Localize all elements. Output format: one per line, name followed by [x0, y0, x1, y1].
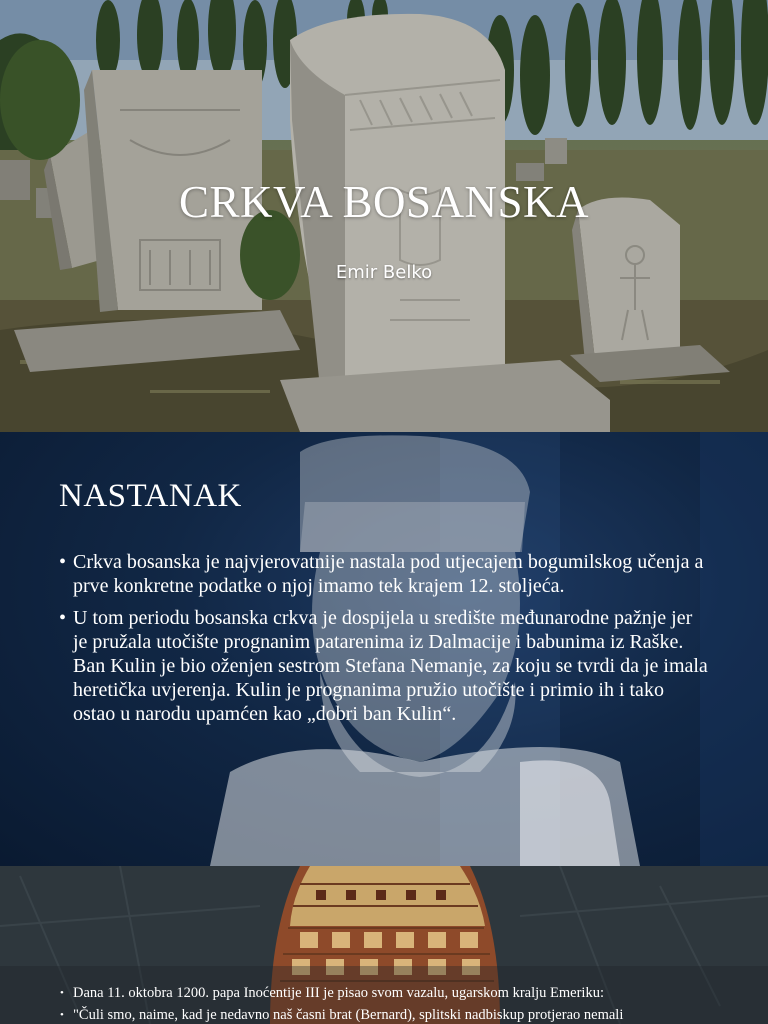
list-item-text: Dana 11. oktobra 1200. papa Inoćentije III je pisao svom vazalu, ugarskom kralju Emeriku:: [73, 985, 604, 1001]
list-item-text: "Čuli smo, naime, kad je nedavno naš časni brat (Bernard), splitski nadbiskup protjerao nemali: [73, 1007, 624, 1023]
list-item: [60, 1004, 720, 1024]
section-heading: NASTANAK: [59, 478, 242, 514]
letter-slide: [0, 866, 768, 1024]
bullet-list: [60, 982, 720, 1024]
bullet-icon: •: [60, 1009, 64, 1021]
bullet-icon: •: [59, 551, 67, 573]
author-name: Emir Belko: [335, 262, 433, 283]
list-item: [59, 550, 709, 598]
bullet-list: [59, 550, 709, 734]
list-item-text: Crkva bosanska je najvjerovatnije nastala pod utjecajem bogumilskog učenja a prve konkretne podatke o njoj imamo tek krajem 12. stoljeća.: [73, 551, 704, 597]
nastanak-slide: [0, 432, 768, 866]
presentation-title: CRKVA BOSANSKA: [178, 177, 590, 227]
title-slide: [0, 0, 768, 432]
bullet-icon: •: [60, 987, 64, 999]
bullet-icon: •: [59, 607, 67, 629]
list-item: [60, 982, 720, 1004]
list-item: [59, 606, 709, 726]
list-item-text: U tom periodu bosanska crkva je dospijela u središte međunarodne pažnje jer je pružala utočište prognanim patarenima iz Dalmacije i babunima iz Raške. Ban Kulin je bio oženjen sestrom Stefana Nemanje, za koju se tvrdi da je imala heretička uvjerenja. Kulin je prognanima pružio utočište i primio ih i tako ostao u narodu upamćen kao „dobri ban Kulin“.: [73, 607, 708, 725]
